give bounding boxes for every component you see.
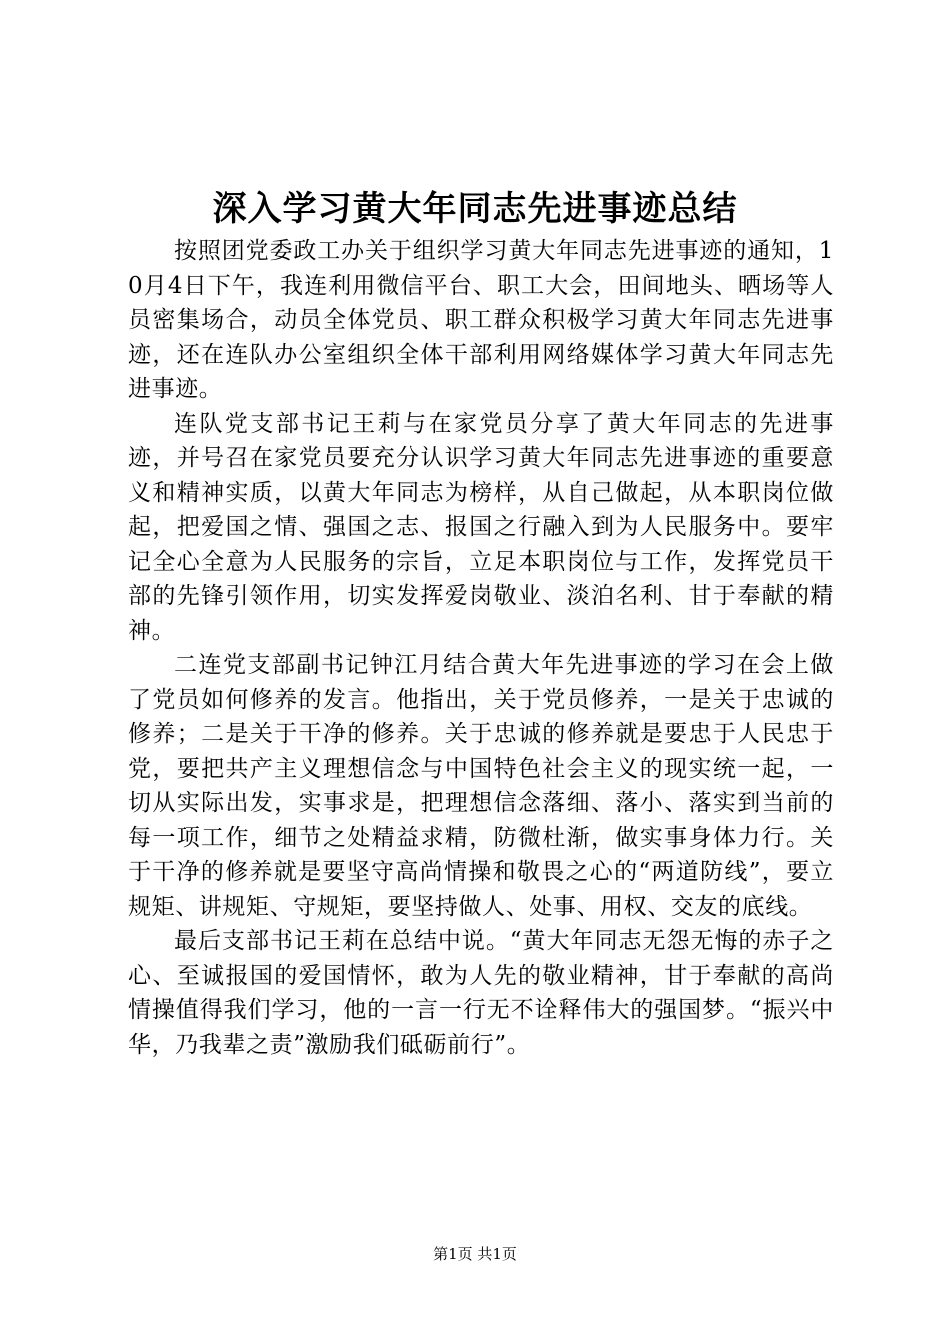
paragraph-2: 连队党支部书记王莉与在家党员分享了黄大年同志的先进事迹，并号召在家党员要充分认识学习黄大年同志先进事迹的重要意义和精神实质，以黄大年同志为榜样，从自己做起，从本职岗位做起，把爱国之情、强国之志、报国之行融入到为人民服务中。要牢记全心全意为人民服务的宗旨，立足本职岗位与工作，发挥党员干部的先锋引领作用，切实发挥爱岗敬业、淡泊名利、甘于奉献的精神。	[128, 410, 834, 644]
page-footer: 第1页 共1页	[433, 1245, 517, 1263]
paragraph-4: 最后支部书记王莉在总结中说。“黄大年同志无怨无悔的赤子之心、至诚报国的爱国情怀，敢为人先的敬业精神，甘于奉献的高尚情操值得我们学习，他的一言一行无不诠释伟大的强国梦。“振兴中华，乃我辈之责”激励我们砥砺前行”。	[128, 928, 834, 1058]
document-title: 深入学习黄大年同志先进事迹总结	[212, 189, 738, 229]
paragraph-3: 二连党支部副书记钟江月结合黄大年先进事迹的学习在会上做了党员如何修养的发言。他指出，关于党员修养，一是关于忠诚的修养；二是关于干净的修养。关于忠诚的修养就是要忠于人民忠于党，要把共产主义理想信念与中国特色社会主义的现实统一起，一切从实际出发，实事求是，把理想信念落细、落小、落实到当前的每一项工作，细节之处精益求精，防微杜渐，做实事身体力行。关于干净的修养就是要坚守高尚情操和敬畏之心的“两道防线”，要立规矩、讲规矩、守规矩，要坚持做人、处事、用权、交友的底线。	[128, 652, 834, 920]
paragraph-1: 按照团党委政工办关于组织学习黄大年同志先进事迹的通知，10月4日下午，我连利用微信平台、职工大会，田间地头、晒场等人员密集场合，动员全体党员、职工群众积极学习黄大年同志先进事迹，还在连队办公室组织全体干部利用网络媒体学习黄大年同志先进事迹。	[128, 238, 834, 402]
document-body	[128, 234, 834, 1062]
